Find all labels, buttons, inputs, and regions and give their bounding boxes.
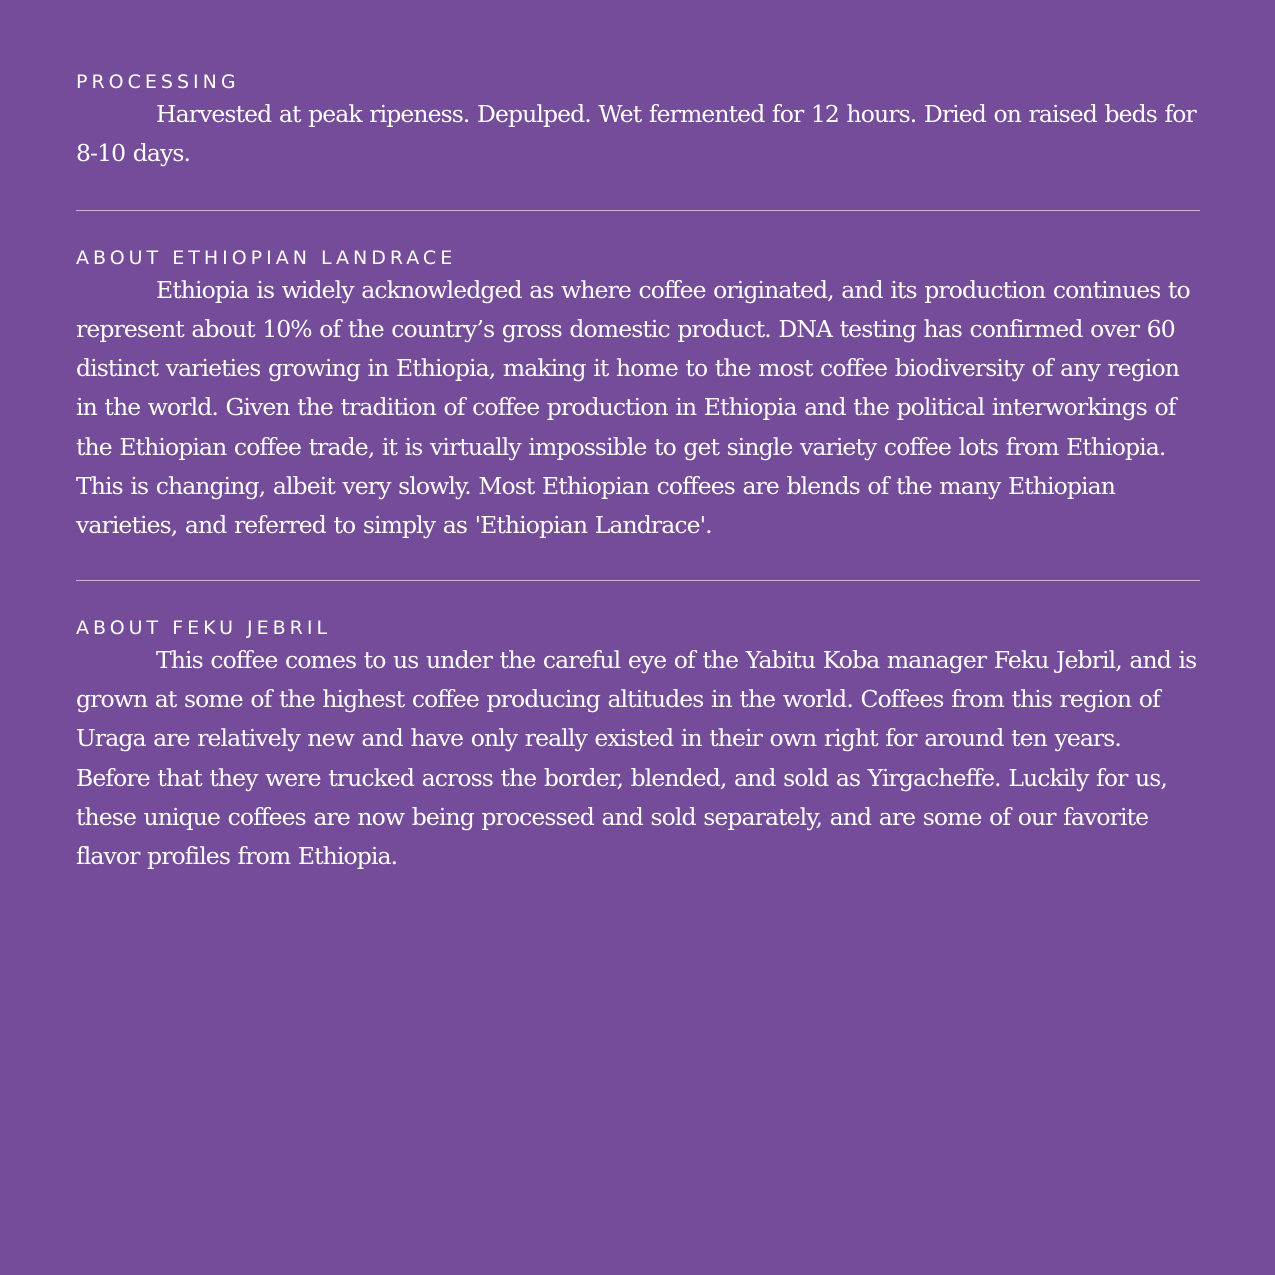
- processing-section: [76, 69, 1200, 174]
- document-page: [76, 69, 1200, 876]
- section-divider: [76, 210, 1200, 211]
- section-divider: [76, 580, 1200, 581]
- ethiopian-landrace-text: Ethiopia is widely acknowledged as where coffee originated, and its production continues to represent about 10% of the country’s gross domestic product. DNA testing has confirmed over 60 distinct varieties growing in Ethiopia, making it home to the most coffee biodiversity of any region in the world. Given the tradition of coffee production in Ethiopia and the political interworkings of the Ethiopian coffee trade, it is virtually impossible to get single variety coffee lots from Ethiopia. This is changing, albeit very slowly. Most Ethiopian coffees are blends of the many Ethiopian varieties, and referred to simply as 'Ethiopian Landrace'.: [76, 275, 1190, 540]
- ethiopian-landrace-section: [76, 245, 1200, 546]
- feku-jebril-heading: ABOUT FEKU JEBRIL: [76, 616, 332, 639]
- ethiopian-landrace-heading: ABOUT ETHIOPIAN LANDRACE: [76, 246, 457, 269]
- processing-heading: PROCESSING: [76, 71, 240, 93]
- feku-jebril-text: This coffee comes to us under the careful eye of the Yabitu Koba manager Feku Jebril, and is grown at some of the highest coffee producing altitudes in the world. Coffees from this region of Uraga are relatively new and have only really existed in their own right for around ten years. Before that they were trucked across the border, blended, and sold as Yirgacheffe. Luckily for us, these unique coffees are now being processed and sold separately, and are some of our favorite flavor profiles from Ethiopia.: [76, 645, 1197, 871]
- feku-jebril-section: [76, 615, 1200, 877]
- processing-text: Harvested at peak ripeness. Depulped. Wet fermented for 12 hours. Dried on raised beds for 8-10 days.: [76, 100, 1196, 168]
